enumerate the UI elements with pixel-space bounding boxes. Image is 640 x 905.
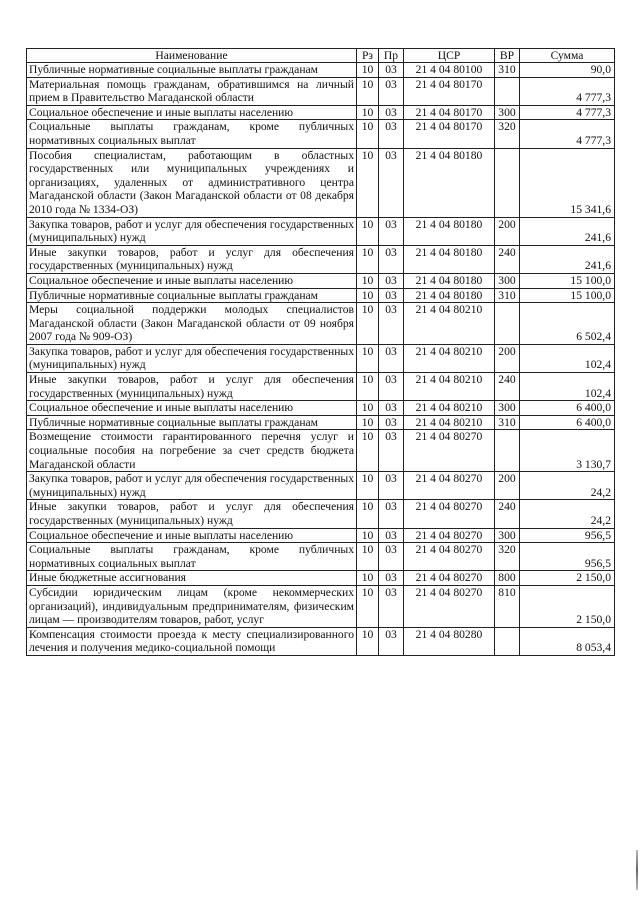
- cell-sum: 241,6: [520, 245, 615, 273]
- cell-vr: [495, 627, 520, 655]
- cell-name: Закупка товаров, работ и услуг для обеспечения государственных (муниципальных) нужд: [27, 472, 357, 500]
- cell-name: Публичные нормативные социальные выплаты гражданам: [27, 63, 357, 78]
- cell-rz: 10: [357, 120, 379, 148]
- cell-vr: 320: [495, 543, 520, 571]
- cell-rz: 10: [357, 627, 379, 655]
- cell-rz: 10: [357, 415, 379, 430]
- cell-sum: 6 502,4: [520, 303, 615, 345]
- cell-rz: 10: [357, 77, 379, 105]
- cell-csr: 21 4 04 80170: [404, 77, 495, 105]
- cell-sum: 241,6: [520, 217, 615, 245]
- cell-name: Закупка товаров, работ и услуг для обеспечения государственных (муниципальных) нужд: [27, 344, 357, 372]
- cell-rz: 10: [357, 288, 379, 303]
- cell-name: Меры социальной поддержки молодых специалистов Магаданской области (Закон Магаданской области от 09 ноября 2007 года № 909-ОЗ): [27, 303, 357, 345]
- cell-name: Социальное обеспечение и иные выплаты населению: [27, 528, 357, 543]
- cell-rz: 10: [357, 148, 379, 217]
- header-csr: ЦСР: [404, 49, 495, 63]
- cell-pr: 03: [379, 627, 404, 655]
- table-row: [27, 303, 615, 345]
- cell-sum: 102,4: [520, 373, 615, 401]
- table-row: [27, 528, 615, 543]
- table-row: [27, 401, 615, 416]
- cell-csr: 21 4 04 80170: [404, 105, 495, 120]
- cell-name: Компенсация стоимости проезда к месту специализированного лечения и получения медико-социальной помощи: [27, 627, 357, 655]
- cell-csr: 21 4 04 80180: [404, 217, 495, 245]
- table-row: [27, 430, 615, 472]
- table-row: [27, 148, 615, 217]
- table-row: [27, 63, 615, 78]
- cell-rz: 10: [357, 217, 379, 245]
- cell-csr: 21 4 04 80210: [404, 373, 495, 401]
- cell-vr: 200: [495, 472, 520, 500]
- table-body: [27, 63, 615, 656]
- cell-pr: 03: [379, 585, 404, 627]
- cell-sum: 15 341,6: [520, 148, 615, 217]
- cell-name: Социальное обеспечение и иные выплаты населению: [27, 401, 357, 416]
- cell-name: Иные закупки товаров, работ и услуг для обеспечения государственных (муниципальных) нужд: [27, 245, 357, 273]
- table-row: [27, 415, 615, 430]
- cell-vr: [495, 430, 520, 472]
- cell-rz: 10: [357, 401, 379, 416]
- cell-sum: 2 150,0: [520, 571, 615, 586]
- cell-vr: 300: [495, 528, 520, 543]
- cell-vr: [495, 148, 520, 217]
- cell-csr: 21 4 04 80270: [404, 528, 495, 543]
- cell-pr: 03: [379, 63, 404, 78]
- table-row: [27, 217, 615, 245]
- cell-name: Пособия специалистам, работающим в областных государственных или муниципальных учреждениях и организациях, удаленных от административного центра Магаданской области (Закон Магаданской области от 08 декабря 2010 года № 1334-ОЗ): [27, 148, 357, 217]
- cell-sum: 2 150,0: [520, 585, 615, 627]
- header-sum: Сумма: [520, 49, 615, 63]
- cell-rz: 10: [357, 571, 379, 586]
- cell-rz: 10: [357, 245, 379, 273]
- cell-sum: 24,2: [520, 472, 615, 500]
- table-row: [27, 472, 615, 500]
- cell-csr: 21 4 04 80210: [404, 401, 495, 416]
- cell-sum: 6 400,0: [520, 401, 615, 416]
- cell-name: Социальное обеспечение и иные выплаты населению: [27, 273, 357, 288]
- cell-sum: 102,4: [520, 344, 615, 372]
- cell-pr: 03: [379, 120, 404, 148]
- cell-vr: [495, 303, 520, 345]
- cell-name: Иные закупки товаров, работ и услуг для обеспечения государственных (муниципальных) нужд: [27, 500, 357, 528]
- cell-rz: 10: [357, 528, 379, 543]
- cell-pr: 03: [379, 303, 404, 345]
- cell-pr: 03: [379, 273, 404, 288]
- cell-name: Социальные выплаты гражданам, кроме публичных нормативных социальных выплат: [27, 120, 357, 148]
- cell-csr: 21 4 04 80270: [404, 500, 495, 528]
- cell-name: Социальное обеспечение и иные выплаты населению: [27, 105, 357, 120]
- cell-sum: 24,2: [520, 500, 615, 528]
- cell-rz: 10: [357, 472, 379, 500]
- cell-pr: 03: [379, 288, 404, 303]
- table-row: [27, 288, 615, 303]
- cell-csr: 21 4 04 80180: [404, 148, 495, 217]
- cell-csr: 21 4 04 80270: [404, 543, 495, 571]
- cell-pr: 03: [379, 401, 404, 416]
- table-row: [27, 585, 615, 627]
- cell-sum: 4 777,3: [520, 77, 615, 105]
- cell-vr: 810: [495, 585, 520, 627]
- cell-rz: 10: [357, 430, 379, 472]
- budget-table: [26, 48, 615, 656]
- cell-rz: 10: [357, 303, 379, 345]
- cell-name: Материальная помощь гражданам, обратившимся на личный прием в Правительство Магаданской области: [27, 77, 357, 105]
- cell-pr: 03: [379, 373, 404, 401]
- cell-name: Иные закупки товаров, работ и услуг для обеспечения государственных (муниципальных) нужд: [27, 373, 357, 401]
- cell-csr: 21 4 04 80270: [404, 571, 495, 586]
- cell-rz: 10: [357, 105, 379, 120]
- cell-pr: 03: [379, 415, 404, 430]
- cell-csr: 21 4 04 80270: [404, 472, 495, 500]
- cell-csr: 21 4 04 80210: [404, 303, 495, 345]
- cell-csr: 21 4 04 80280: [404, 627, 495, 655]
- header-row: [27, 49, 615, 63]
- cell-vr: 200: [495, 344, 520, 372]
- cell-sum: 15 100,0: [520, 273, 615, 288]
- cell-name: Закупка товаров, работ и услуг для обеспечения государственных (муниципальных) нужд: [27, 217, 357, 245]
- cell-pr: 03: [379, 245, 404, 273]
- cell-vr: 240: [495, 245, 520, 273]
- table-row: [27, 500, 615, 528]
- cell-pr: 03: [379, 77, 404, 105]
- table-row: [27, 245, 615, 273]
- table-row: [27, 373, 615, 401]
- header-name: Наименование: [27, 49, 357, 63]
- cell-rz: 10: [357, 543, 379, 571]
- cell-pr: 03: [379, 430, 404, 472]
- header-vr: ВР: [495, 49, 520, 63]
- cell-vr: 310: [495, 288, 520, 303]
- cell-sum: 3 130,7: [520, 430, 615, 472]
- cell-rz: 10: [357, 585, 379, 627]
- cell-name: Субсидии юридическим лицам (кроме некоммерческих организаций), индивидуальным предпринимателям, физическим лицам — производителям товаров, работ, услуг: [27, 585, 357, 627]
- cell-csr: 21 4 04 80170: [404, 120, 495, 148]
- cell-csr: 21 4 04 80210: [404, 415, 495, 430]
- cell-pr: 03: [379, 500, 404, 528]
- cell-vr: 200: [495, 217, 520, 245]
- cell-csr: 21 4 04 80180: [404, 273, 495, 288]
- cell-pr: 03: [379, 543, 404, 571]
- cell-csr: 21 4 04 80270: [404, 430, 495, 472]
- cell-pr: 03: [379, 105, 404, 120]
- cell-rz: 10: [357, 373, 379, 401]
- cell-rz: 10: [357, 500, 379, 528]
- cell-pr: 03: [379, 528, 404, 543]
- cell-csr: 21 4 04 80180: [404, 245, 495, 273]
- header-rz: Рз: [357, 49, 379, 63]
- table-row: [27, 120, 615, 148]
- cell-vr: 300: [495, 105, 520, 120]
- cell-sum: 90,0: [520, 63, 615, 78]
- cell-vr: 300: [495, 273, 520, 288]
- cell-pr: 03: [379, 217, 404, 245]
- cell-name: Возмещение стоимости гарантированного перечня услуг и социальные пособия на погребение за счет средств бюджета Магаданской области: [27, 430, 357, 472]
- cell-name: Иные бюджетные ассигнования: [27, 571, 357, 586]
- cell-pr: 03: [379, 472, 404, 500]
- table-row: [27, 571, 615, 586]
- cell-name: Социальные выплаты гражданам, кроме публичных нормативных социальных выплат: [27, 543, 357, 571]
- cell-rz: 10: [357, 344, 379, 372]
- header-pr: Пр: [379, 49, 404, 63]
- cell-vr: 800: [495, 571, 520, 586]
- cell-csr: 21 4 04 80100: [404, 63, 495, 78]
- table-row: [27, 543, 615, 571]
- cell-sum: 15 100,0: [520, 288, 615, 303]
- cell-vr: 320: [495, 120, 520, 148]
- cell-csr: 21 4 04 80210: [404, 344, 495, 372]
- table-row: [27, 273, 615, 288]
- cell-sum: 4 777,3: [520, 105, 615, 120]
- cell-vr: 240: [495, 500, 520, 528]
- cell-csr: 21 4 04 80180: [404, 288, 495, 303]
- cell-vr: 300: [495, 401, 520, 416]
- scan-edge-mark: [636, 850, 638, 890]
- table-row: [27, 344, 615, 372]
- table-row: [27, 105, 615, 120]
- table-row: [27, 77, 615, 105]
- table-row: [27, 627, 615, 655]
- cell-sum: 6 400,0: [520, 415, 615, 430]
- cell-pr: 03: [379, 344, 404, 372]
- cell-name: Публичные нормативные социальные выплаты гражданам: [27, 415, 357, 430]
- cell-rz: 10: [357, 63, 379, 78]
- cell-name: Публичные нормативные социальные выплаты гражданам: [27, 288, 357, 303]
- cell-sum: 956,5: [520, 543, 615, 571]
- cell-sum: 4 777,3: [520, 120, 615, 148]
- cell-csr: 21 4 04 80270: [404, 585, 495, 627]
- cell-pr: 03: [379, 571, 404, 586]
- cell-vr: 240: [495, 373, 520, 401]
- cell-vr: [495, 77, 520, 105]
- cell-sum: 8 053,4: [520, 627, 615, 655]
- table-header: [27, 49, 615, 63]
- cell-rz: 10: [357, 273, 379, 288]
- cell-sum: 956,5: [520, 528, 615, 543]
- cell-vr: 310: [495, 63, 520, 78]
- cell-vr: 310: [495, 415, 520, 430]
- cell-pr: 03: [379, 148, 404, 217]
